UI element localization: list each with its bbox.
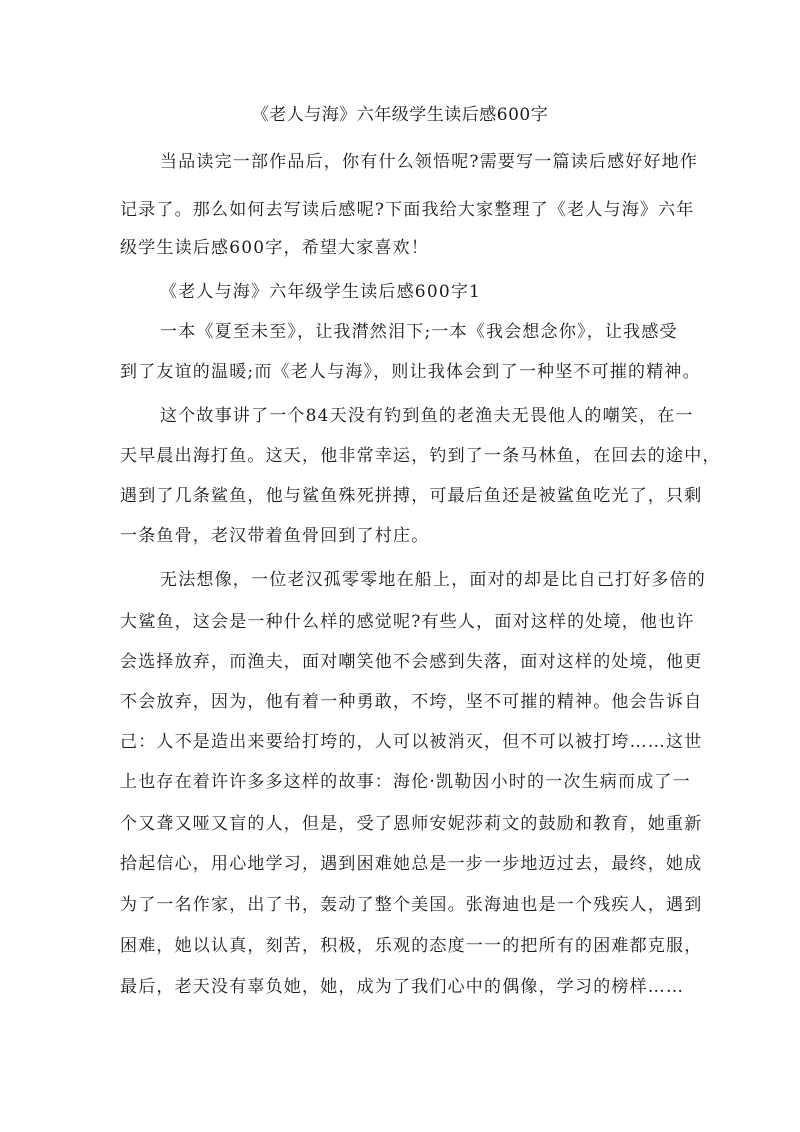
para2-line-1: 这个故事讲了一个84天没有钓到鱼的老渔夫无畏他人的嘲笑，在一 bbox=[160, 406, 694, 426]
para2-line-2: 天早晨出海打鱼。这天，他非常幸运，钓到了一条马林鱼，在回去的途中， bbox=[120, 446, 721, 466]
intro-line-2: 记录了。那么如何去写读后感呢?下面我给大家整理了《老人与海》六年 bbox=[120, 200, 695, 220]
para2-line-4: 一条鱼骨，老汉带着鱼骨回到了村庄。 bbox=[120, 526, 430, 546]
document-title: 《老人与海》六年级学生读后感600字 bbox=[251, 105, 549, 125]
para3-line-9: 为了一名作家，出了书，轰动了整个美国。张海迪也是一个残疾人，遇到 bbox=[120, 895, 703, 915]
section-heading: 《老人与海》六年级学生读后感600字1 bbox=[160, 282, 482, 302]
para3-line-11: 最后，老天没有辜负她，她，成为了我们心中的偶像，学习的榜样…… bbox=[120, 977, 685, 997]
intro-line-3: 级学生读后感600字，希望大家喜欢！ bbox=[120, 238, 430, 258]
para3-line-2: 大鲨鱼，这会是一种什么样的感觉呢?有些人，面对这样的处境，他也许 bbox=[120, 612, 695, 632]
para3-line-1: 无法想像，一位老汉孤零零地在船上，面对的却是比自己打好多倍的 bbox=[160, 570, 706, 590]
para3-line-6: 上也存在着许许多多这样的故事：海伦·凯勒因小时的一次生病而成了一 bbox=[120, 772, 691, 792]
para3-line-7: 个又聋又哑又盲的人，但是，受了恩师安妮莎莉文的鼓励和教育，她重新 bbox=[120, 814, 703, 834]
para3-line-5: 己：人不是造出来要给打垮的，人可以被消灭，但不可以被打垮……这世 bbox=[120, 732, 703, 752]
para1-line-1: 一本《夏至未至》，让我潸然泪下;一本《我会想念你》，让我感受 bbox=[160, 322, 678, 342]
intro-line-1: 当品读完一部作品后，你有什么领悟呢?需要写一篇读后感好好地作 bbox=[160, 152, 699, 172]
para3-line-8: 拾起信心，用心地学习，遇到困难她总是一步一步地迈过去，最终，她成 bbox=[120, 854, 703, 874]
para3-line-10: 困难，她以认真，刻苦，积极，乐观的态度一一的把所有的困难都克服， bbox=[120, 936, 703, 956]
para2-line-3: 遇到了几条鲨鱼，他与鲨鱼殊死拼搏，可最后鱼还是被鲨鱼吃光了，只剩 bbox=[120, 486, 703, 506]
para1-line-2: 到了友谊的温暖;而《老人与海》，则让我体会到了一种坚不可摧的精神。 bbox=[120, 362, 701, 382]
para3-line-4: 不会放弃，因为，他有着一种勇敢，不垮，坚不可摧的精神。他会告诉自 bbox=[120, 692, 703, 712]
para3-line-3: 会选择放弃，而渔夫，面对嘲笑他不会感到失落，面对这样的处境，他更 bbox=[120, 652, 703, 672]
